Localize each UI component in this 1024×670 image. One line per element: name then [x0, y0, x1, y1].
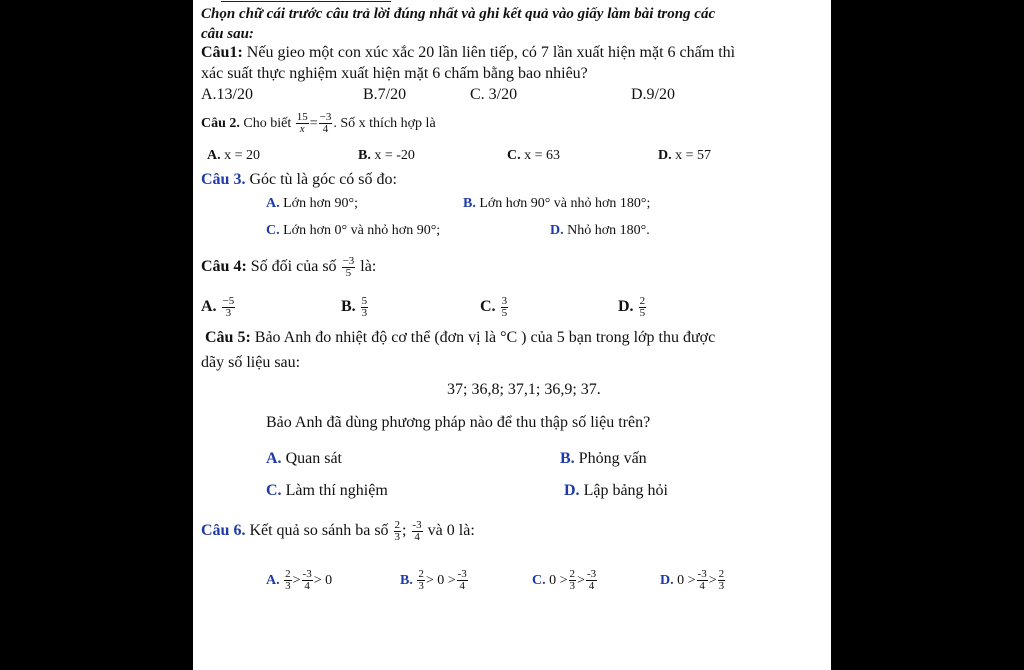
- q5-option-a-text: Quan sát: [281, 450, 342, 467]
- q1-option-c[interactable]: C. 3/20: [470, 86, 518, 103]
- q2-frac2-den: 4: [322, 123, 329, 136]
- q4-option-a[interactable]: [201, 293, 236, 321]
- question-2-label: Câu 2.: [201, 116, 240, 131]
- q6-d-op-1: >: [708, 573, 717, 588]
- q2-option-d-letter: D.: [658, 148, 672, 163]
- q6-d-fb-den: 3: [718, 580, 725, 593]
- q6-fraction-2: [412, 520, 423, 543]
- q6-a-frac-2: [302, 569, 313, 592]
- q6-option-c[interactable]: [532, 566, 598, 596]
- q6-c-fa-num: 2: [569, 568, 576, 581]
- q6-c-op-1: >: [577, 573, 585, 588]
- q2-fraction-1: [296, 112, 309, 135]
- q6-c-fb-num: -3: [586, 568, 597, 581]
- question-1-text-2: xác suất thực nghiệm xuất hiện mặt 6 chấm bằng bao nhiêu?: [201, 65, 588, 82]
- q6-option-c-letter: C.: [532, 573, 546, 588]
- question-1: [201, 43, 735, 63]
- q4-option-d-den: 5: [639, 306, 646, 319]
- q4-option-b-fraction: [361, 296, 369, 319]
- q4-option-a-letter: A.: [201, 298, 217, 315]
- q6-a-fa-num: 2: [285, 568, 291, 581]
- q5-question: Bảo Anh đã dùng phương pháp nào để thu thập số liệu trên?: [266, 414, 651, 431]
- q6-option-a[interactable]: [266, 566, 332, 596]
- top-rule: [221, 1, 391, 2]
- q4-option-d-fraction: [639, 296, 647, 319]
- q6-f2-num: -3: [412, 518, 422, 531]
- q6-option-a-letter: A.: [266, 573, 280, 588]
- q5-option-d-letter: D.: [564, 482, 580, 499]
- question-1-text: Nếu gieo một con xúc xắc 20 lần liên tiếp, có 7 lần xuất hiện mặt 6 chấm thì: [242, 44, 736, 61]
- q4-option-a-den: 3: [225, 306, 232, 319]
- q2-option-b-letter: B.: [358, 148, 371, 163]
- q3-option-b[interactable]: [463, 194, 650, 214]
- q4-fraction: [342, 256, 356, 279]
- q2-option-c-text: x = 63: [520, 148, 561, 163]
- question-4-post: là:: [356, 258, 377, 275]
- q6-fraction-1: [394, 520, 402, 543]
- question-5-text: Bảo Anh đo nhiệt độ cơ thể (đơn vị là °C ) của 5 bạn trong lớp thu được: [250, 329, 716, 346]
- q6-f2-den: 4: [414, 530, 420, 543]
- q4-option-b[interactable]: [341, 293, 369, 321]
- question-4: [201, 254, 376, 280]
- q6-d-fa-den: 4: [699, 580, 705, 593]
- q3-option-a[interactable]: [266, 194, 358, 214]
- q6-d-frac-2: [718, 569, 726, 592]
- question-6: [201, 517, 475, 545]
- q6-b-op-1: > 0 >: [425, 573, 456, 588]
- q6-a-fb-num: -3: [302, 568, 312, 581]
- q6-option-b[interactable]: [400, 566, 469, 596]
- question-3: [201, 170, 397, 190]
- question-2-post: . Số x thích hợp là: [333, 116, 436, 131]
- q6-a-op-1: >: [292, 573, 301, 588]
- q2-equals: =: [309, 116, 318, 131]
- q6-b-frac-1: [417, 569, 425, 592]
- q5-option-d-text: Lập bảng hỏi: [579, 482, 668, 499]
- q2-option-a-letter: A.: [207, 148, 221, 163]
- q3-option-c-letter: C.: [266, 223, 280, 238]
- q4-option-d[interactable]: [618, 293, 647, 321]
- q3-option-d[interactable]: [550, 221, 650, 241]
- question-5-label: Câu 5:: [205, 329, 251, 346]
- q4-frac-den: 5: [345, 266, 352, 279]
- q4-option-b-letter: B.: [341, 298, 356, 315]
- q3-option-c-text: Lớn hơn 0° và nhỏ hơn 90°;: [279, 223, 441, 238]
- q4-option-a-fraction: [222, 296, 236, 319]
- instruction-line-2: câu sau:: [201, 26, 254, 42]
- question-5-text-2: dãy số liệu sau:: [201, 354, 301, 371]
- q2-frac1-den: x: [299, 123, 305, 136]
- question-2: [201, 112, 436, 136]
- q2-option-d-text: x = 57: [671, 148, 712, 163]
- q5-option-c-letter: C.: [266, 482, 282, 499]
- q5-option-a[interactable]: [266, 449, 342, 469]
- q6-b-fa-num: 2: [418, 568, 424, 581]
- question-1-label: Câu1:: [201, 44, 243, 61]
- q1-option-a[interactable]: A.13/20: [201, 86, 253, 103]
- q3-option-d-letter: D.: [550, 223, 564, 238]
- q2-frac2-num: −3: [319, 111, 332, 124]
- question-2-pre: Cho biết: [239, 116, 292, 131]
- question-6-post: và 0 là:: [423, 522, 475, 539]
- q6-d-op-0: 0 >: [677, 573, 696, 588]
- q4-option-b-num: 5: [361, 294, 368, 307]
- q2-option-b[interactable]: [358, 146, 415, 166]
- q4-option-c-letter: C.: [480, 298, 496, 315]
- question-3-text: Góc tù là góc có số đo:: [245, 171, 397, 188]
- q3-option-c[interactable]: [266, 221, 440, 241]
- q6-a-fa-den: 3: [285, 580, 291, 593]
- q6-a-fb-den: 4: [304, 580, 310, 593]
- q2-option-a-text: x = 20: [220, 148, 261, 163]
- q6-a-frac-1: [284, 569, 292, 592]
- question-4-label: Câu 4:: [201, 258, 247, 275]
- q6-b-fa-den: 3: [418, 580, 424, 593]
- q1-option-d[interactable]: D.9/20: [631, 86, 675, 103]
- q2-option-c-letter: C.: [507, 148, 521, 163]
- question-3-label: Câu 3.: [201, 171, 246, 188]
- q4-option-a-num: −5: [222, 294, 235, 307]
- question-6-pre: Kết quả so sánh ba số: [245, 522, 389, 539]
- q3-option-a-text: Lớn hơn 90°;: [279, 196, 358, 211]
- q4-option-c-den: 5: [501, 306, 508, 319]
- q5-option-c[interactable]: [266, 481, 388, 501]
- q6-c-op-0: 0 >: [549, 573, 568, 588]
- q5-option-b-letter: B.: [560, 450, 575, 467]
- q3-option-d-text: Nhỏ hơn 180°.: [563, 223, 650, 238]
- q6-a-op-2: > 0: [313, 573, 333, 588]
- q4-option-b-den: 3: [361, 306, 368, 319]
- q4-frac-num: −3: [342, 254, 355, 267]
- q6-b-fb-den: 4: [459, 580, 465, 593]
- q2-option-b-text: x = -20: [370, 148, 415, 163]
- q6-f1-num: 2: [394, 518, 401, 531]
- q2-frac1-num: 15: [296, 111, 308, 124]
- q4-option-d-num: 2: [639, 294, 646, 307]
- q2-option-d[interactable]: [658, 146, 711, 166]
- q4-option-c[interactable]: [480, 293, 509, 321]
- q6-d-frac-1: [697, 569, 708, 592]
- question-4-pre: Số đối của số: [246, 258, 337, 275]
- q6-separator: ;: [402, 522, 407, 539]
- q4-option-c-num: 3: [501, 294, 508, 307]
- q6-option-d[interactable]: [660, 566, 726, 596]
- q5-option-c-text: Làm thí nghiệm: [281, 482, 388, 499]
- q6-d-fb-num: 2: [718, 568, 725, 581]
- q6-c-frac-2: [586, 569, 597, 592]
- q5-option-d[interactable]: [564, 481, 668, 501]
- q2-fraction-2: [319, 112, 333, 135]
- q6-c-frac-1: [569, 569, 577, 592]
- q6-c-fa-den: 3: [569, 580, 576, 593]
- question-5: [205, 328, 715, 348]
- q1-option-b[interactable]: B.7/20: [363, 86, 407, 103]
- q3-option-b-letter: B.: [463, 196, 476, 211]
- question-6-label: Câu 6.: [201, 522, 246, 539]
- q4-option-d-letter: D.: [618, 298, 634, 315]
- q5-option-b-text: Phỏng vấn: [574, 450, 647, 467]
- q3-option-b-text: Lớn hơn 90° và nhỏ hơn 180°;: [475, 196, 651, 211]
- q4-option-c-fraction: [501, 296, 509, 319]
- q2-option-c[interactable]: [507, 146, 560, 166]
- q5-option-b[interactable]: [560, 449, 647, 469]
- q6-b-frac-2: [457, 569, 468, 592]
- q6-option-d-letter: D.: [660, 573, 674, 588]
- instruction-line-1: Chọn chữ cái trước câu trả lời đúng nhất và ghi kết quả vào giấy làm bài trong các: [201, 6, 716, 22]
- q6-option-b-letter: B.: [400, 573, 413, 588]
- q6-b-fb-num: -3: [457, 568, 467, 581]
- q6-d-fa-num: -3: [697, 568, 707, 581]
- q6-c-fb-den: 4: [588, 580, 595, 593]
- document-page: [193, 0, 831, 670]
- q3-option-a-letter: A.: [266, 196, 280, 211]
- q5-option-a-letter: A.: [266, 450, 282, 467]
- q6-f1-den: 3: [394, 530, 401, 543]
- q5-data-values: 37; 36,8; 37,1; 36,9; 37.: [447, 381, 601, 398]
- q2-option-a[interactable]: [207, 146, 260, 166]
